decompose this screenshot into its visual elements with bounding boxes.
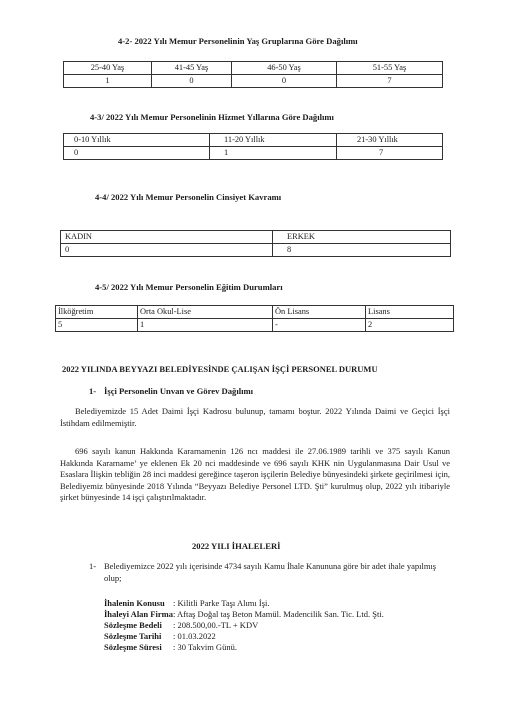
table-header: 11-20 Yıllık <box>210 134 337 147</box>
field-label: İhalenin Konusu <box>104 598 165 608</box>
table-header: 51-55 Yaş <box>337 62 443 75</box>
table-header: ERKEK <box>273 231 451 244</box>
table-cell: 0 <box>232 75 337 88</box>
table-cell: - <box>273 319 366 332</box>
section-title-gender: 4-4/ 2022 Yılı Memur Personelin Cinsiyet Kavramı <box>95 192 282 202</box>
field-value: : Aftaş Doğal taş Beton Mamül. Madencilik San. Tic. Ltd. Şti. <box>173 609 384 619</box>
table-row <box>61 231 451 244</box>
table-header: 25-40 Yaş <box>64 62 152 75</box>
field-label: İhaleyi Alan Firma <box>104 609 173 619</box>
tender-field-company <box>104 609 384 620</box>
age-table <box>63 61 443 88</box>
table-header: 46-50 Yaş <box>232 62 337 75</box>
table-cell: 0 <box>61 244 273 257</box>
table-cell: 7 <box>337 75 443 88</box>
field-label: Sözleşme Süresi <box>104 642 162 652</box>
table-cell: 1 <box>64 75 152 88</box>
worker-paragraph-2: 696 sayılı kanun Hakkında Kararnamenin 126 ncı maddesi ile 27.06.1989 tarihli ve 375 sayılı Kanun Hakkında Kararname’ ye eklenen Ek 20 nci maddesinde ve 696 sayılı KHK nin Uygulanmasına Dair Usul ve Esaslara İlişkin tebliğin 28 inci maddesi gereğince taşeron işçilerin Belediye bünyesindeki şirkete geçirilmesi için, Belediyemiz bünyesinde 2018 Yılında “Beyyazı Belediye Personel LTD. Şti” kurulmuş olup, 2022 yılı itibariyle şirket bünyesinde 14 işçi çalıştırılmaktadır. <box>60 446 450 503</box>
table-row <box>64 147 443 160</box>
service-table <box>63 133 443 160</box>
table-header: İlköğretim <box>56 306 138 319</box>
table-header: 0-10 Yıllık <box>64 134 210 147</box>
field-value: : 30 Takvim Günü. <box>173 642 237 652</box>
table-cell: 7 <box>337 147 443 160</box>
table-row <box>64 75 443 88</box>
table-cell: 5 <box>56 319 138 332</box>
table-row <box>56 319 454 332</box>
tender-item-text: Belediyemizce 2022 yılı içerisinde 4734 sayılı Kamu İhale Kanununa göre bir adet ihale yapılmış olup; <box>104 561 437 583</box>
field-value: : 01.03.2022 <box>173 631 216 641</box>
table-row <box>61 244 451 257</box>
table-cell: 0 <box>64 147 210 160</box>
section-title-service: 4-3/ 2022 Yılı Memur Personelinin Hizmet Yıllarına Göre Dağılımı <box>90 112 334 122</box>
table-row <box>64 62 443 75</box>
table-header: Ön Lisans <box>273 306 366 319</box>
table-row <box>56 306 454 319</box>
tender-field-amount <box>104 620 258 631</box>
tender-field-subject <box>104 598 270 609</box>
table-cell: 8 <box>273 244 451 257</box>
field-value: : 208.500,00.-TL + KDV <box>173 620 259 630</box>
table-cell: 0 <box>152 75 232 88</box>
table-row <box>64 134 443 147</box>
table-header: Orta Okul-Lise <box>138 306 273 319</box>
gender-table <box>60 230 451 257</box>
worker-section-title: 2022 YILINDA BEYYAZI BELEDİYESİNDE ÇALIŞAN İŞÇİ PERSONEL DURUMU <box>62 364 378 374</box>
worker-paragraph-1: Belediyemizde 15 Adet Daimi İşçi Kadrosu bulunup, tamamı boştur. 2022 Yılında Daimi ve Geçici İşçi İstihdam edilmemiştir. <box>60 406 450 428</box>
section-title-education: 4-5/ 2022 Yılı Memur Personelin Eğitim Durumları <box>95 282 283 292</box>
field-label: Sözleşme Tarihi <box>104 631 162 641</box>
field-label: Sözleşme Bedeli <box>104 620 162 630</box>
table-header: 21-30 Yıllık <box>337 134 443 147</box>
section-title-age: 4-2- 2022 Yılı Memur Personelinin Yaş Gruplarına Göre Dağılımı <box>118 36 358 46</box>
tender-field-date <box>104 631 216 642</box>
worker-subtitle: İşçi Personelin Unvan ve Görev Dağılımı <box>104 386 254 396</box>
education-table <box>55 305 454 332</box>
tender-section-title: 2022 YILI İHALELERİ <box>192 541 281 551</box>
tender-field-duration <box>104 642 237 653</box>
table-cell: 1 <box>210 147 337 160</box>
table-cell: 1 <box>138 319 273 332</box>
table-header: KADIN <box>61 231 273 244</box>
field-value: : Kilitli Parke Taşı Alımı İşi. <box>173 598 270 608</box>
tender-item-number: 1- <box>89 561 97 571</box>
table-header: 41-45 Yaş <box>152 62 232 75</box>
worker-subtitle-number: 1- <box>89 386 97 396</box>
table-header: Lisans <box>366 306 454 319</box>
table-cell: 2 <box>366 319 454 332</box>
